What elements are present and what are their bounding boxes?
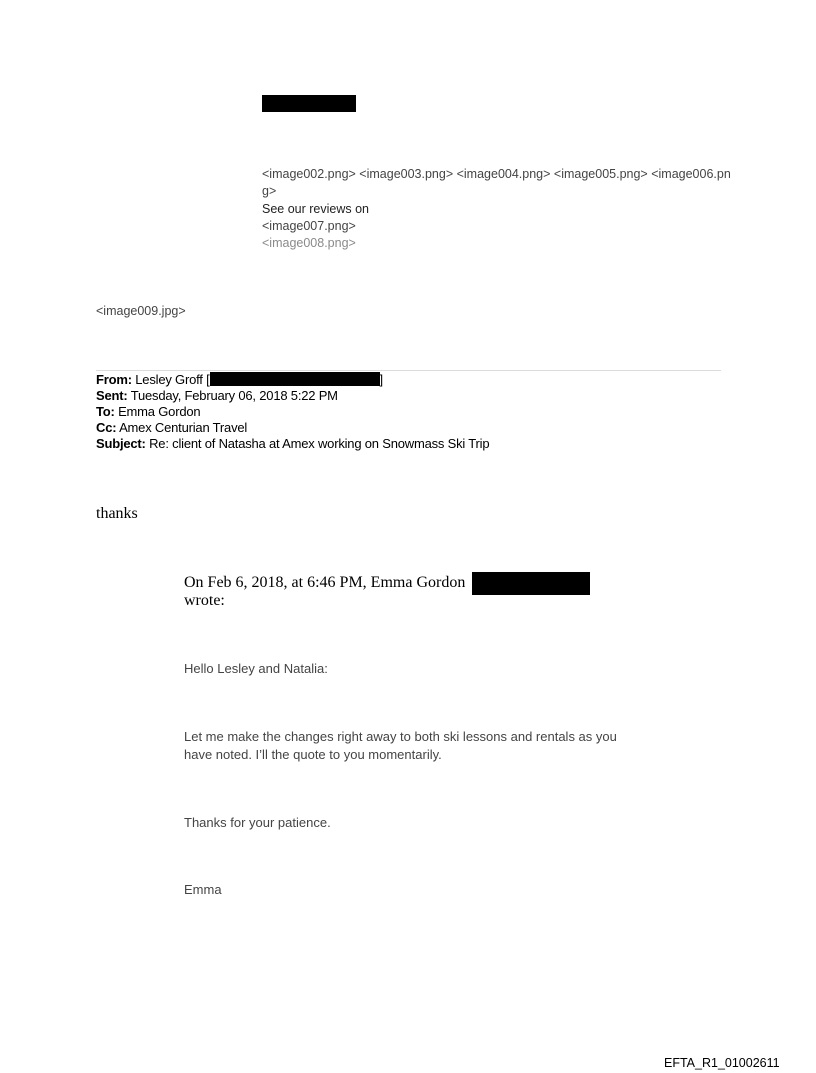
cc-value: Amex Centurian Travel <box>119 420 248 435</box>
reply-text: thanks <box>96 505 138 522</box>
quoted-intro-line-1 <box>184 574 465 592</box>
quoted-body-line-2: have noted. I’ll the quote to you momentarily. <box>184 747 442 762</box>
to-value: Emma Gordon <box>118 404 201 419</box>
image009-placeholder: <image009.jpg> <box>96 304 186 318</box>
from-close-bracket: ] <box>379 372 383 387</box>
subject-row <box>96 436 489 452</box>
subject-label: Subject: <box>96 436 146 451</box>
from-label: From: <box>96 372 132 387</box>
redaction-block-email <box>472 572 590 595</box>
quoted-intro-text: On Feb 6, 2018, at 6:46 PM, Emma Gordon <box>184 574 466 591</box>
quoted-greeting: Hello Lesley and Natalia: <box>184 661 328 676</box>
email-header <box>96 372 489 452</box>
quoted-thanks: Thanks for your patience. <box>184 815 331 830</box>
sent-value: Tuesday, February 06, 2018 5:22 PM <box>130 388 338 403</box>
footer-document-id: EFTA_R1_01002611 <box>664 1056 780 1070</box>
image-placeholders-line-1: <image002.png> <image003.png> <image004.png> <image005.png> <image006.pn <box>262 167 731 181</box>
sent-row <box>96 388 489 404</box>
header-divider <box>96 370 721 371</box>
image-placeholders-line-2: g> <box>262 184 277 198</box>
quoted-body-line-1: Let me make the changes right away to both ski lessons and rentals as you <box>184 729 617 744</box>
from-value: Lesley Groff [ <box>135 372 210 387</box>
from-row <box>96 372 489 388</box>
redaction-block-top <box>262 95 356 112</box>
subject-value: Re: client of Natasha at Amex working on Snowmass Ski Trip <box>149 436 490 451</box>
quoted-signature: Emma <box>184 882 222 897</box>
image008-placeholder: <image008.png> <box>262 236 356 250</box>
to-row <box>96 404 489 420</box>
reviews-text: See our reviews on <box>262 202 370 216</box>
cc-label: Cc: <box>96 420 117 435</box>
cc-row <box>96 420 489 436</box>
to-label: To: <box>96 404 115 419</box>
quoted-intro-line-2: wrote: <box>184 592 225 609</box>
image007-placeholder: <image007.png> <box>262 219 356 233</box>
sent-label: Sent: <box>96 388 128 403</box>
from-email-redaction <box>210 372 380 386</box>
